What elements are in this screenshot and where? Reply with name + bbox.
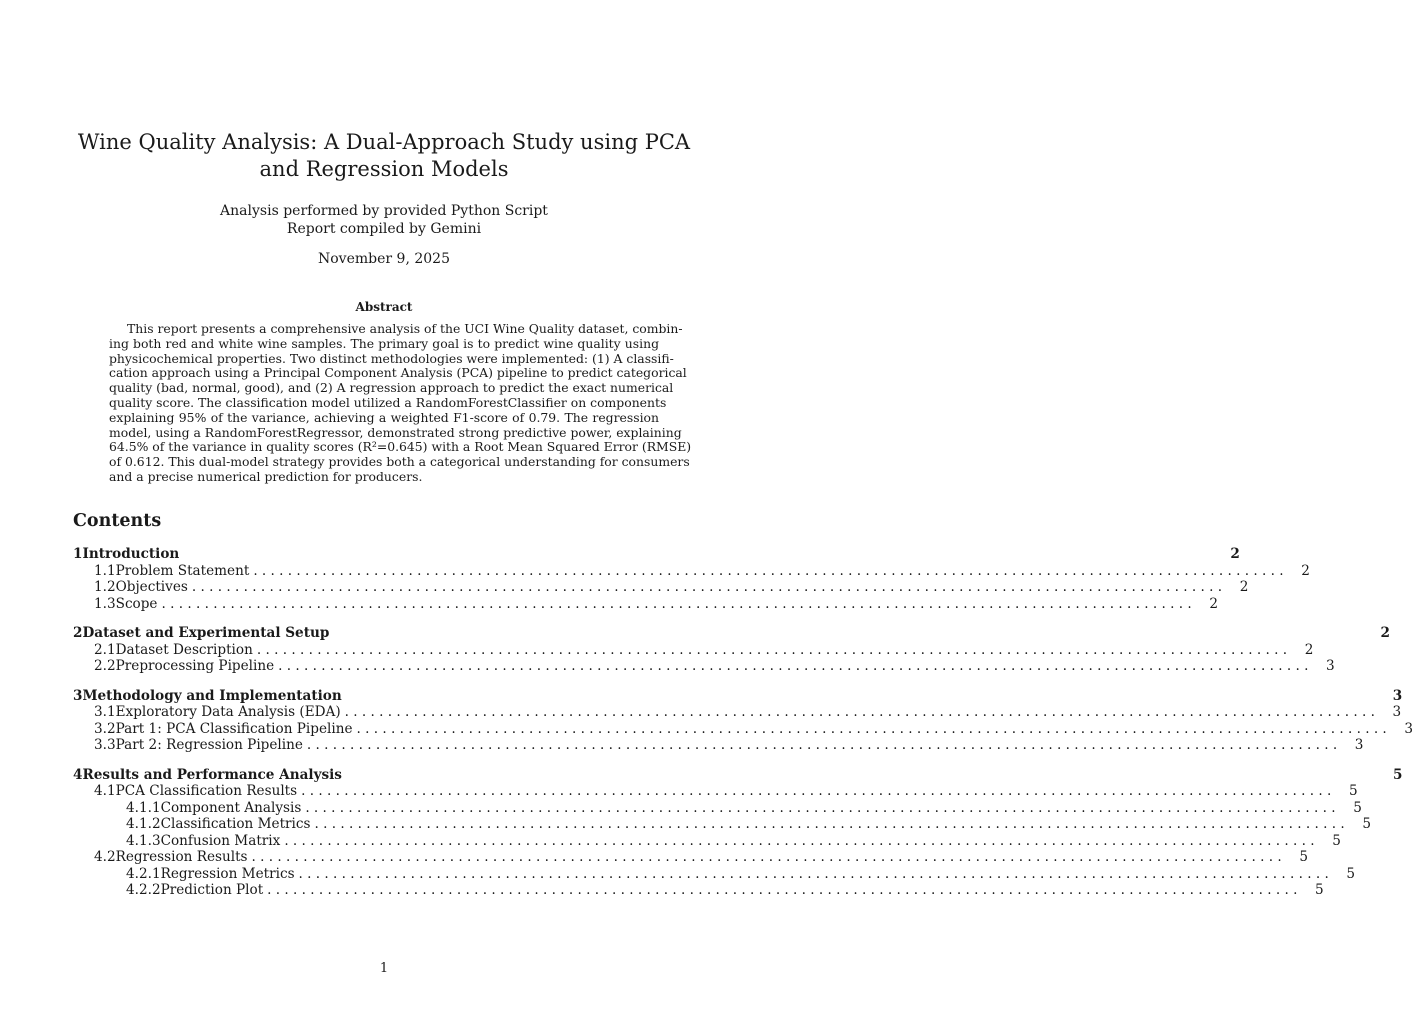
toc-entry-page[interactable]: 2 [1380, 625, 1390, 641]
toc-entry[interactable] [73, 641, 1314, 659]
abstract-line: cation approach using a Principal Component Analysis (PCA) pipeline to predict categorical [109, 365, 687, 381]
abstract-line: model, using a RandomForestRegressor, demonstrated strong predictive power, explaining [109, 424, 682, 440]
toc-entry-page[interactable]: 2 [1239, 579, 1249, 595]
toc-entry-page[interactable]: 3 [1392, 687, 1403, 704]
toc-entry-number: 3.2 [94, 720, 116, 737]
toc-entry[interactable] [73, 766, 1403, 784]
toc-entry-title[interactable]: Dataset Description [116, 642, 257, 659]
toc-entry-page[interactable]: 5 [1332, 832, 1341, 849]
toc-entry-title[interactable]: Results and Performance Analysis [82, 767, 346, 784]
paper-title [60, 129, 708, 183]
abstract-line: quality (bad, normal, good), and (2) A regression approach to predict the exact numerical [109, 380, 674, 396]
toc-dot-leader: ........................................................................................................................ [314, 816, 1349, 832]
table-of-contents [73, 546, 1413, 899]
toc-entry[interactable] [73, 546, 1240, 563]
toc-dot-leader: ........................................................................................................................ [344, 704, 1380, 720]
toc-entry[interactable] [73, 832, 1341, 850]
toc-entry[interactable] [73, 849, 1309, 866]
toc-entry-number: 1.3 [94, 595, 116, 612]
toc-entry-number: 4.1.3 [126, 832, 161, 849]
toc-entry-page[interactable]: 3 [1392, 704, 1402, 720]
toc-entry[interactable] [73, 687, 1403, 705]
toc-dot-leader: ........................................................................................................................ [191, 579, 1227, 595]
abstract-body [109, 321, 692, 485]
toc-entry-title[interactable]: Prediction Plot [161, 882, 268, 899]
toc-dot-leader: ........................................................................................................................ [278, 658, 1313, 674]
toc-entry-title[interactable]: Scope [116, 596, 162, 613]
toc-entry-number: 4.2 [94, 849, 116, 865]
toc-entry-number: 2.1 [94, 641, 116, 658]
toc-entry-number: 2.2 [94, 658, 116, 674]
abstract-line: This report presents a comprehensive analysis of the UCI Wine Quality dataset, combin- [127, 321, 683, 336]
toc-dot-leader: ........................................................................................................................ [256, 641, 1292, 658]
page-number: 1 [379, 961, 389, 976]
toc-entry-page[interactable]: 3 [1404, 720, 1413, 737]
toc-entry[interactable] [73, 737, 1364, 754]
paper-date: November 9, 2025 [318, 251, 450, 267]
toc-entry-title[interactable]: Part 2: Regression Pipeline [116, 737, 307, 754]
toc-dot-leader: ........................................................................................................................ [301, 783, 1336, 799]
toc-dot-leader: ........................................................................................................................ [251, 849, 1287, 865]
toc-entry-title[interactable]: Methodology and Implementation [82, 688, 345, 705]
toc-entry-page[interactable]: 3 [1326, 658, 1335, 674]
toc-dot-leader: ........................................................................................................................ [305, 799, 1340, 816]
toc-entry-number: 4.1.1 [126, 799, 161, 816]
toc-entry[interactable] [73, 625, 1390, 642]
toc-entry-title[interactable]: Dataset and Experimental Setup [82, 625, 333, 642]
toc-dot-leader: ........................................................................................................................ [253, 562, 1288, 579]
contents-heading: Contents [73, 511, 162, 531]
toc-entry[interactable] [73, 579, 1249, 596]
toc-entry-title[interactable]: Regression Metrics [161, 866, 299, 883]
toc-entry-title[interactable]: Part 1: PCA Classification Pipeline [116, 721, 357, 738]
toc-entry-number: 1 [73, 546, 83, 562]
toc-dot-leader: ........................................................................................................................ [267, 882, 1302, 898]
toc-entry[interactable] [73, 562, 1310, 580]
toc-entry-number: 3 [73, 687, 83, 704]
toc-entry-number: 2 [73, 625, 83, 641]
toc-entry-number: 3.3 [94, 737, 116, 753]
toc-entry-title[interactable]: Preprocessing Pipeline [116, 658, 279, 675]
toc-entry-number: 1.1 [94, 562, 116, 579]
toc-entry-title[interactable]: Classification Metrics [161, 816, 315, 833]
toc-entry[interactable] [73, 799, 1362, 817]
abstract-line: ing both red and white wine samples. The primary goal is to predict wine quality using [109, 335, 659, 351]
abstract-line: physicochemical properties. Two distinct methodologies were implemented: (1) A classifi- [109, 350, 674, 366]
abstract-line: quality score. The classification model utilized a RandomForestClassifier on components [109, 394, 667, 410]
abstract-line: of 0.612. This dual-model strategy provides both a categorical understanding for consumers [109, 454, 690, 470]
paper-title-line: and Regression Models [259, 157, 509, 181]
abstract-line: 64.5% of the variance in quality scores (R²=0.645) with a Root Mean Squared Error (RMSE) [109, 439, 692, 455]
toc-entry-page[interactable]: 2 [1304, 641, 1314, 658]
abstract-line: and a precise numerical prediction for producers. [109, 468, 423, 484]
toc-entry-title[interactable]: Exploratory Data Analysis (EDA) [116, 704, 345, 721]
toc-entry-number: 4 [73, 766, 83, 783]
toc-entry[interactable] [73, 882, 1324, 899]
toc-dot-leader: ........................................................................................................................ [161, 595, 1197, 612]
toc-entry-page[interactable]: 5 [1346, 865, 1356, 882]
toc-entry[interactable] [73, 865, 1356, 883]
toc-entry[interactable] [73, 595, 1219, 613]
toc-entry[interactable] [73, 720, 1413, 738]
toc-entry-number: 4.1.2 [126, 816, 161, 832]
toc-entry[interactable] [73, 658, 1335, 675]
toc-entry-title[interactable]: Component Analysis [161, 800, 306, 817]
toc-entry-title[interactable]: PCA Classification Results [116, 783, 302, 800]
toc-entry-page[interactable]: 5 [1393, 766, 1403, 783]
toc-dot-leader: ........................................................................................................................ [298, 865, 1334, 882]
toc-entry-page[interactable]: 5 [1362, 816, 1371, 832]
toc-entry-page[interactable]: 2 [1209, 595, 1219, 612]
author-line: Analysis performed by provided Python Script [220, 203, 548, 219]
toc-entry[interactable] [73, 816, 1371, 833]
toc-entry-title[interactable]: Confusion Matrix [161, 833, 285, 850]
toc-entry[interactable] [73, 704, 1402, 721]
toc-entry-title[interactable]: Problem Statement [116, 563, 254, 580]
toc-entry-page[interactable]: 2 [1301, 562, 1310, 579]
author-line: Report compiled by Gemini [286, 221, 482, 237]
paper-title-line: Wine Quality Analysis: A Dual-Approach Study using PCA [77, 130, 691, 154]
toc-entry-page[interactable]: 5 [1349, 783, 1358, 799]
toc-entry-number: 3.1 [94, 704, 116, 720]
toc-entry-number: 4.2.1 [126, 865, 161, 882]
toc-entry-number: 4.1 [94, 783, 116, 799]
abstract-heading: Abstract [355, 300, 413, 314]
toc-entry-page[interactable]: 5 [1315, 882, 1324, 898]
toc-entry-number: 4.2.2 [126, 882, 161, 898]
toc-entry-page[interactable]: 3 [1354, 737, 1364, 753]
toc-entry-page[interactable]: 5 [1353, 799, 1362, 816]
author-block [60, 202, 708, 238]
toc-dot-leader: ........................................................................................................................ [284, 832, 1319, 849]
toc-entry-title[interactable]: Regression Results [116, 849, 252, 866]
toc-entry-title[interactable]: Objectives [116, 579, 192, 596]
toc-dot-leader: ........................................................................................................................ [306, 737, 1342, 753]
toc-entry-number: 1.2 [94, 579, 116, 595]
toc-entry-title[interactable]: Introduction [82, 546, 183, 563]
toc-entry-page[interactable]: 5 [1299, 849, 1309, 865]
toc-entry-page[interactable]: 2 [1230, 546, 1240, 562]
abstract-line: explaining 95% of the variance, achieving a weighted F1-score of 0.79. The regression [109, 409, 659, 425]
toc-entry[interactable] [73, 783, 1358, 800]
toc-dot-leader: ........................................................................................................................ [356, 720, 1392, 737]
